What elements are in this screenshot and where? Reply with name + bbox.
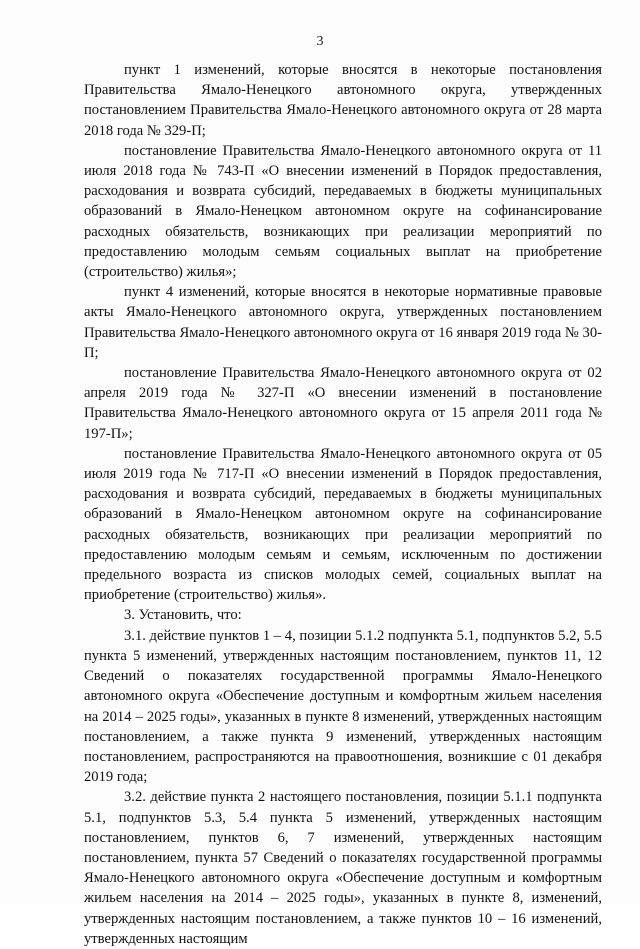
paragraph-clause-3-2: 3.2. действие пункта 2 настоящего постановления, позиции 5.1.1 подпункта 5.1, подпунктов 5.3, 5.4 пункта 5 изменений, утвержденных настоящим постановлением, пунктов 6, 7 изменений, утвержденных настоящим постановлением, пункта 57 Сведений о показателях государственной программы Ямало-Ненецкого автономного округа «Обеспечение доступным и комфортным жильем населения на 2014 – 2025 годы», указанных в пункте 8, изменений, утвержденных настоящим постановлением, а также пунктов 10 – 16 изменений, утвержденных настоящим [84,789,602,947]
paragraph-section-3-heading: 3. Установить, что: [124,607,242,624]
paragraph-item-4-changes: пункт 4 изменений, которые вносятся в некоторые нормативные правовые акты Ямало-Ненецкого автономного округа, утвержденных постановлением Правительства Ямало-Ненецкого автономного округа от 16 января 2019 года № 30-П; [84,284,602,361]
paragraph-clause-3-1: 3.1. действие пунктов 1 – 4, позиции 5.1.2 подпункта 5.1, подпунктов 5.2, 5.5 пункта 5 изменений, утвержденных настоящим постановлением, пунктов 11, 12 Сведений о показателях государственной программы Ямало-Ненецкого автономного округа «Обеспечение доступным и комфортным жильем населения на 2014 – 2025 годы», указанных в пункте 8 изменений, утвержденных настоящим постановлением, а также пункта 9 изменений, утвержденных настоящим постановлением, распространяются на правоотношения, возникшие с 01 декабря 2019 года; [84,627,602,786]
paragraph-item-1-clause: пункт 1 изменений, которые вносятся в некоторые постановления Правительства Ямало-Ненецкого автономного округа, утвержденных постановлением Правительства Ямало-Ненецкого автономного округа от 28 марта 2018 года № 329-П; [84,62,602,139]
document-body [84,60,602,949]
paragraph-resolution-717: постановление Правительства Ямало-Ненецкого автономного округа от 05 июля 2019 года № 717-П «О внесении изменений в Порядок предоставления, расходования и возврата субсидий, передаваемых в бюджеты муниципальных образований в Ямало-Ненецком автономном округе на софинансирование расходных обязательств, возникающих при реализации мероприятий по предоставлению молодым семьям и семьям, исключенным по достижении предельного возраста из списков молодых семей, социальных выплат на приобретение (строительство) жилья». [84,445,602,604]
page-number: 3 [316,34,324,49]
paragraph-resolution-327: постановление Правительства Ямало-Ненецкого автономного округа от 02 апреля 2019 года № 327-П «О внесении изменений в постановление Правительства Ямало-Ненецкого автономного округа от 15 апреля 2011 года № 197-П»; [84,365,602,442]
paragraph-resolution-743: постановление Правительства Ямало-Ненецкого автономного округа от 11 июля 2018 года № 743-П «О внесении изменений в Порядок предоставления, расходования и возврата субсидий, передаваемых в бюджеты муниципальных образований в Ямало-Ненецком автономном округе на софинансирование расходных обязательств, возникающих при реализации мероприятий по предоставлению молодым семьям социальных выплат на приобретение (строительство) жилья»; [84,142,602,281]
